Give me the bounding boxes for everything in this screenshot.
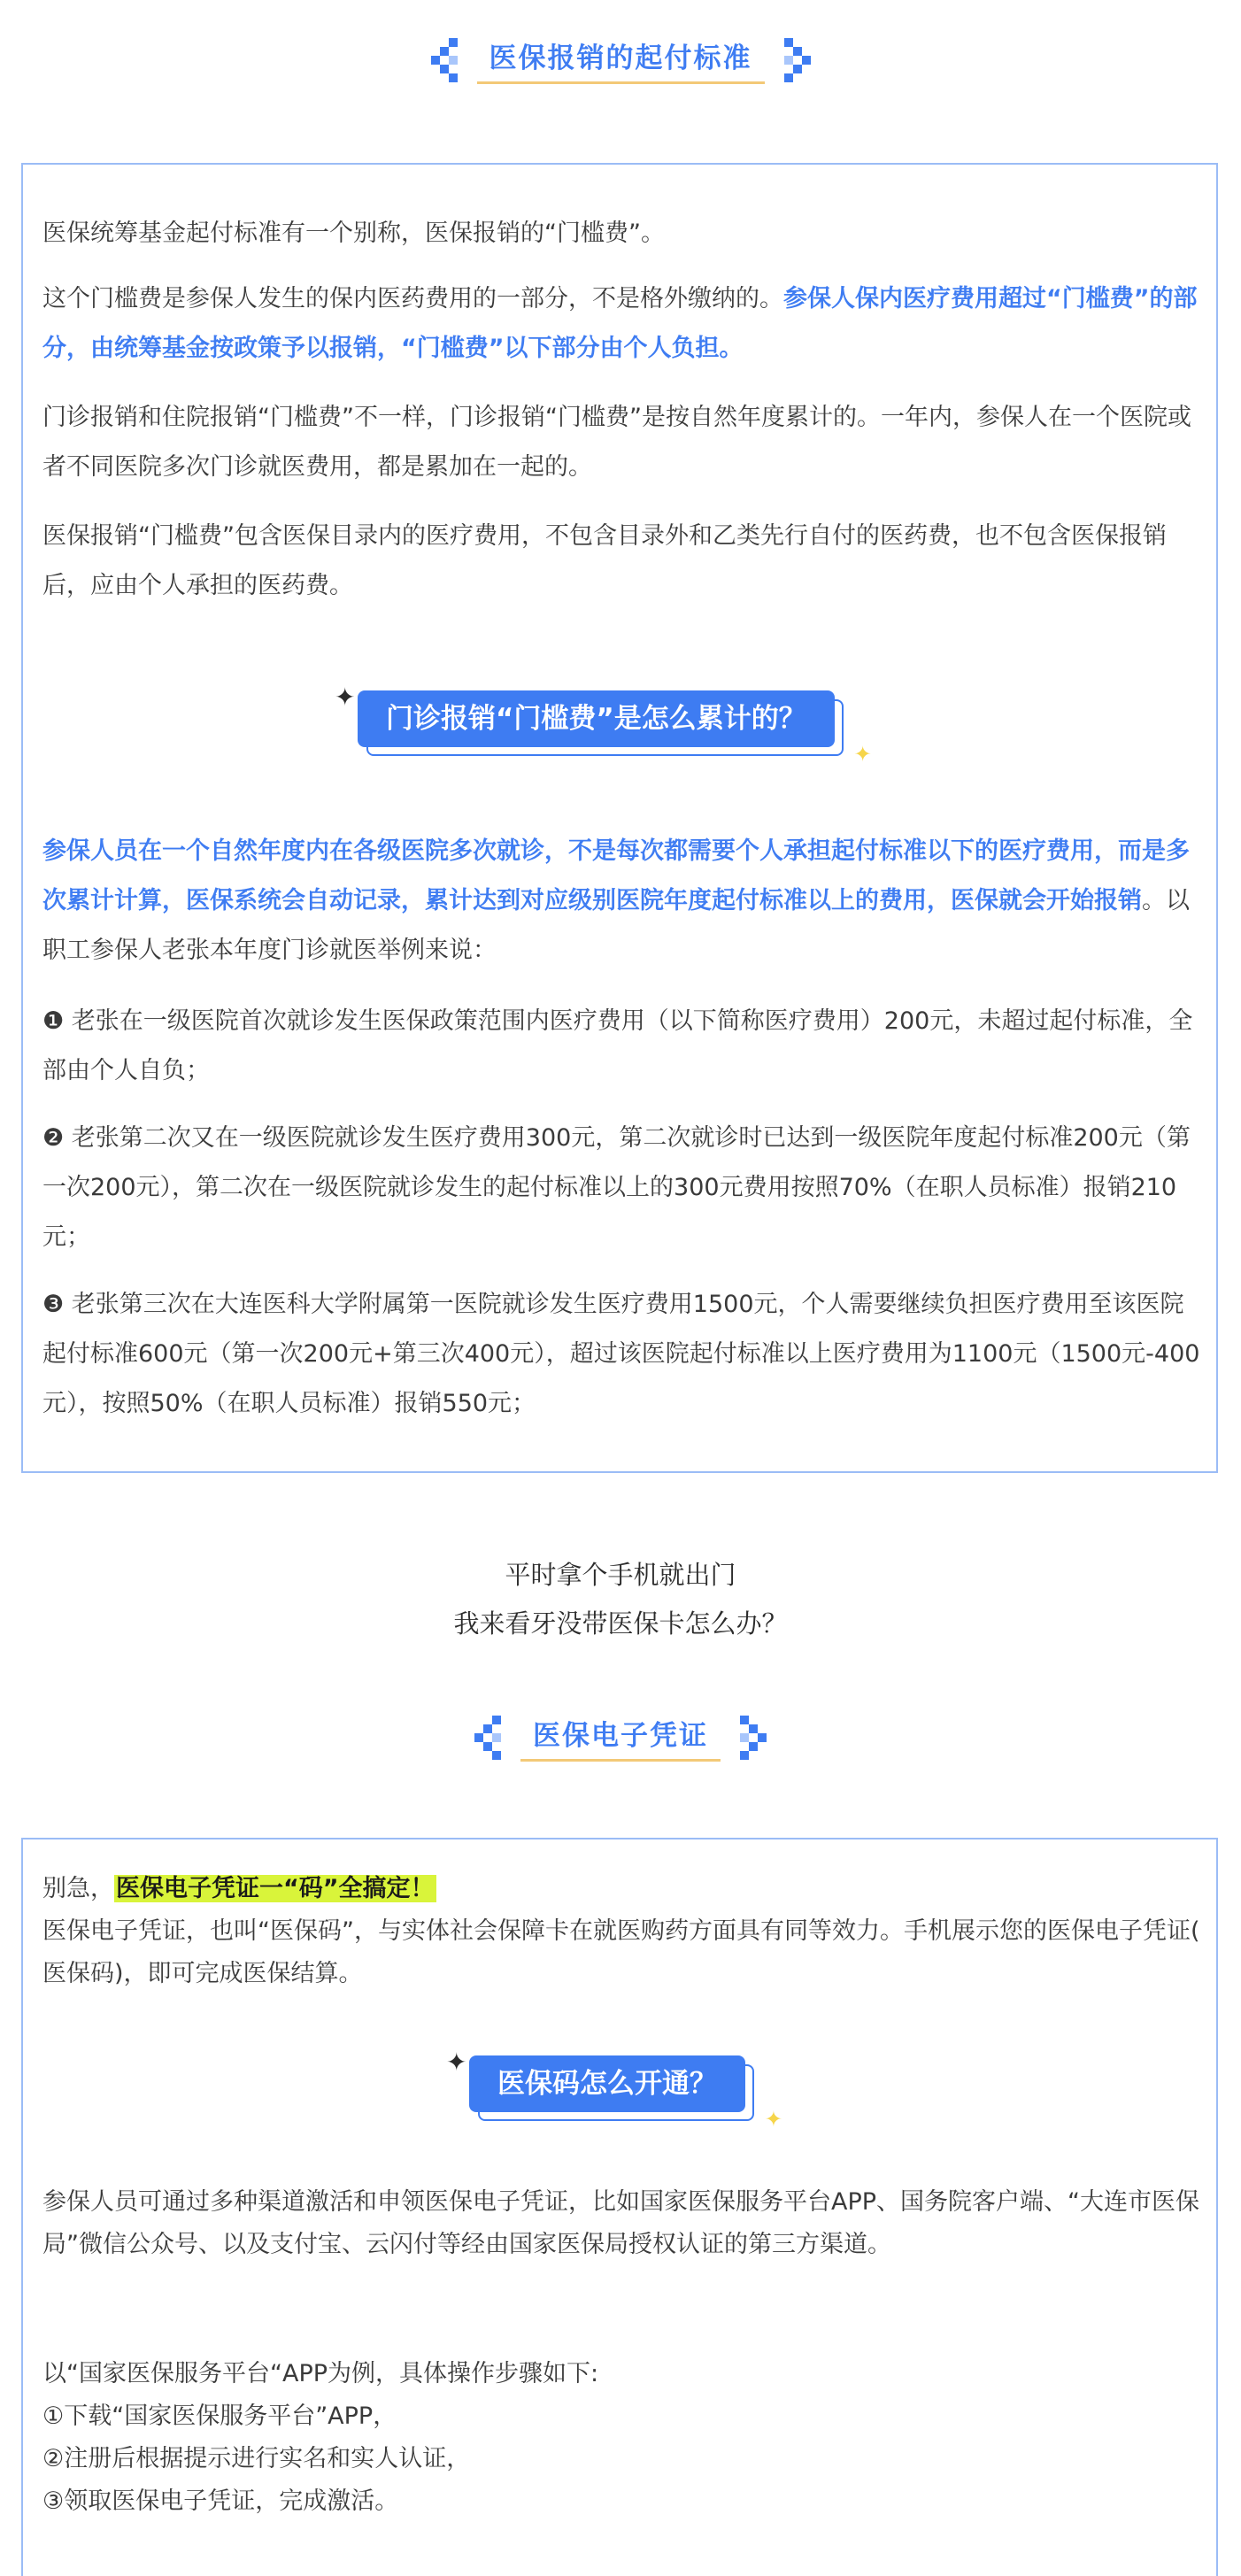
- subtitle-pill: 医保码怎么开通？ ✦ ✦: [446, 2048, 782, 2132]
- pixel-bracket-left-icon: [474, 1716, 501, 1760]
- paragraph: 医保统筹基金起付标准有一个别称，医保报销的“门槛费”。: [42, 220, 665, 247]
- pixel-bracket-right-icon: [784, 38, 811, 82]
- sparkle-icon: ✦: [764, 2107, 782, 2132]
- content-card-threshold: [21, 163, 1218, 1473]
- paragraph: 门诊报销和住院报销“门槛费”不一样，门诊报销“门槛费”是按自然年度累计的。一年内，参保人在一个医院或者不同医院多次门诊就医费用，都是累加在一起的。: [42, 404, 1191, 481]
- subtitle-pill: 门诊报销“门槛费”是怎么累计的？ ✦ ✦: [335, 683, 872, 767]
- transition-line-2: 我来看牙没带医保卡怎么办？: [453, 1608, 788, 1639]
- step-item-3: ③领取医保电子凭证，完成激活。: [42, 2487, 399, 2515]
- paragraph: 参保人员在一个自然年度内在各级医院多次就诊，不是每次都需要个人承担起付标准以下的医疗费用，而是多次累计计算，医保系统会自动记录，累计达到对应级别医院年度起付标准以上的费用，医保就会开始报销。以职工参保人老张本年度门诊就医举例来说：: [42, 837, 1190, 964]
- pixel-bracket-right-icon: [740, 1716, 767, 1760]
- example-item-2: ❷ 老张第二次又在一级医院就诊发生医疗费用300元，第二次就诊时已达到一级医院年度起付标准200元（第一次200元），第二次在一级医院就诊发生的起付标准以上的300元费用按照70%（在职人员标准）报销210元；: [42, 1124, 1191, 1251]
- paragraph: 医保电子凭证，也叫“医保码”，与实体社会保障卡在就医购药方面具有同等效力。手机展示您的医保电子凭证( 医保码)，即可完成医保结算。: [42, 1917, 1200, 1987]
- transition-line-1: 平时拿个手机就出门: [505, 1560, 736, 1590]
- pixel-bracket-left-icon: [431, 38, 458, 82]
- highlight-text: 参保人员在一个自然年度内在各级医院多次就诊，不是每次都需要个人承担起付标准以下的医疗费用，而是多次累计计算，医保系统会自动记录，累计达到对应级别医院年度起付标准以上的费用，医保就会开始报销: [42, 837, 1190, 914]
- sparkle-icon: ✦: [335, 683, 356, 712]
- paragraph: 别急，医保电子凭证一“码”全搞定！: [42, 1875, 435, 1902]
- sparkle-icon: ✦: [853, 742, 872, 767]
- paragraph: 这个门槛费是参保人发生的保内医药费用的一部分，不是格外缴纳的。参保人保内医疗费用超过“门槛费”的部分，由统筹基金按政策予以报销，“门槛费”以下部分由个人负担。: [42, 285, 1198, 362]
- section-title: 医保电子凭证: [533, 1720, 708, 1752]
- paragraph: 医保报销“门槛费”包含医保目录内的医疗费用，不包含目录外和乙类先行自付的医药费，也不包含医保报销后，应由个人承担的医药费。: [42, 522, 1167, 599]
- step-item-2: ②注册后根据提示进行实名和实人认证，: [42, 2445, 471, 2472]
- sparkle-icon: ✦: [446, 2048, 467, 2077]
- content-card-e-voucher: [21, 1838, 1218, 2576]
- section-header-2: [0, 1713, 1241, 1762]
- highlight-mark: 医保电子凭证一“码”全搞定！: [116, 1875, 435, 1902]
- paragraph: 以“国家医保服务平台“APP为例，具体操作步骤如下:: [42, 2360, 599, 2387]
- example-item-3: ❸ 老张第三次在大连医科大学附属第一医院就诊发生医疗费用1500元，个人需要继续负担医疗费用至该医院起付标准600元（第一次200元+第三次400元），超过该医院起付标准以上医疗费用为1100元（1500元-400元），按照50%（在职人员标准）报销550元；: [42, 1291, 1200, 1417]
- step-item-1: ①下载“国家医保服务平台”APP，: [42, 2402, 397, 2430]
- section-header-1: [0, 35, 1241, 84]
- highlight-text: 参保人保内医疗费用超过“门槛费”的部分，由统筹基金按政策予以报销，“门槛费”以下部分由个人负担。: [42, 285, 1198, 362]
- example-item-1: ❶ 老张在一级医院首次就诊发生医保政策范围内医疗费用（以下简称医疗费用）200元，未超过起付标准，全部由个人自负；: [42, 1007, 1193, 1084]
- paragraph: 参保人员可通过多种渠道激活和申领医保电子凭证，比如国家医保服务平台APP、国务院客户端、“大连市医保局”微信公众号、以及支付宝、云闪付等经由国家医保局授权认证的第三方渠道。: [42, 2188, 1200, 2258]
- section-title: 医保报销的起付标准: [489, 42, 752, 74]
